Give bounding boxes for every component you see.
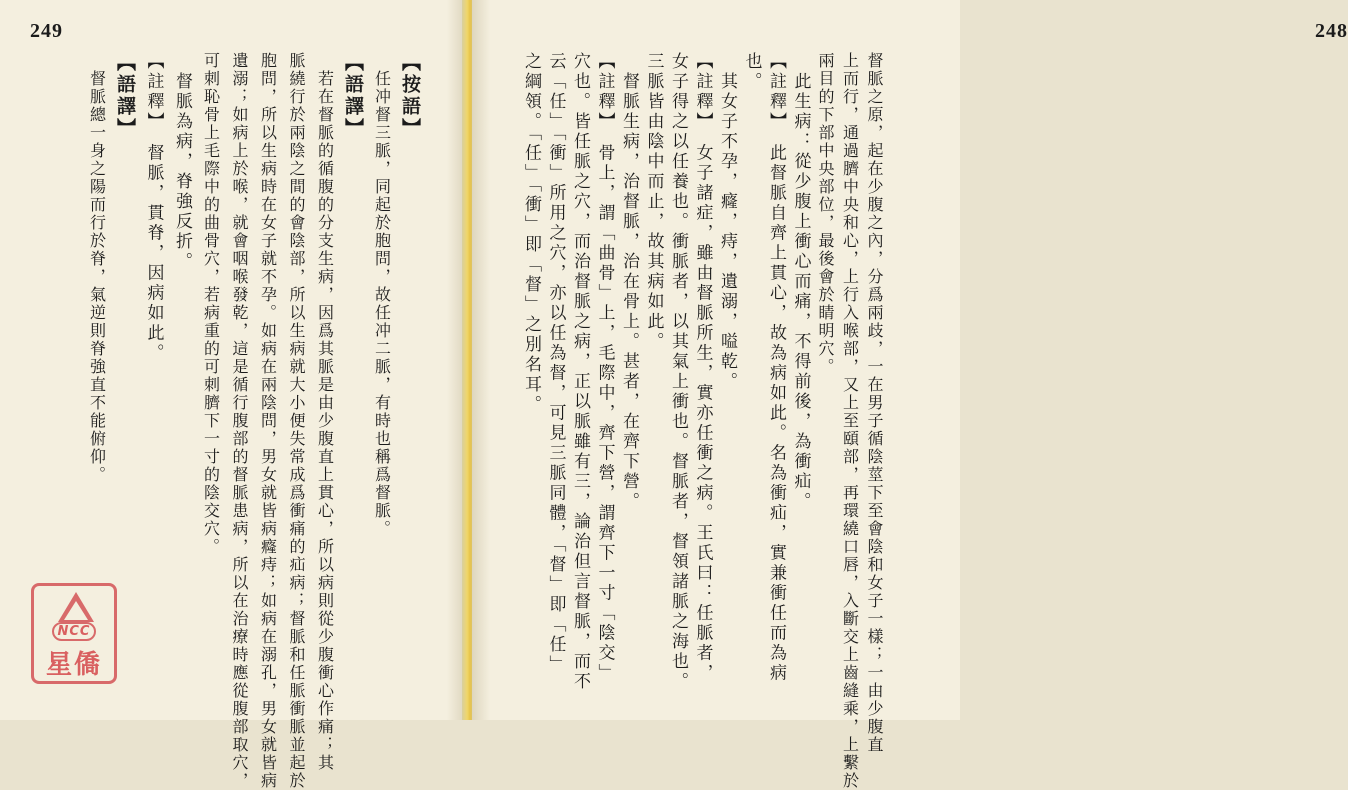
text-column: 之綱領。「任」「衝」即「督」之別名耳。 [521, 52, 541, 415]
text-column: 三脈皆由陰中而止，故其病如此。 [643, 52, 664, 352]
text-column: 督脈生病，治督脈，治在骨上。甚者，在齊下營。 [619, 52, 639, 512]
page-number-right: 248 [1315, 20, 1348, 42]
stamp-latin: NCC [52, 622, 97, 641]
text-column: 上而行，通過臍中央和心，上行入喉部，又上至頤部，再環繞口唇，入斷交上齒縫乘，上繫於 [840, 52, 860, 790]
right-page [472, 0, 1348, 790]
text-column: 穴也。皆任脈之穴，而治督脈之病，正以脈雖有三，論治但言督脈，而不 [570, 52, 590, 692]
text-column: 胞問，所以生病時在女子就不孕。如病在兩陰問，男女就皆病癃痔；如病在溺孔，男女就皆病 [258, 52, 278, 790]
text-column: 女子得之以任養也。衝脈者，以其氣上衝也。督脈者，督領諸脈之海也。 [668, 52, 688, 692]
text-column: 遺溺；如病上於喉，就會咽喉發乾，這是循行腹部的督脈患病，所以在治療時應從腹部取穴， [230, 52, 249, 790]
text-column: 任冲督三脈，同起於胞問，故任冲二脈，有時也稱爲督脈。 [372, 52, 392, 538]
text-column: 云「任」「衝」所用之穴，亦以任為督，可見三脈同體，「督」即「任」 [545, 52, 566, 675]
text-column: 【註釋】 女子諸症，雖由督脈所生，實亦任衝之病。王氏曰：任脈者， [692, 52, 713, 684]
text-column: 其女子不孕，癃，痔，遺溺，嗌乾。 [717, 52, 737, 392]
text-column: 可刺恥骨上毛際中的曲骨穴，若病重的可刺臍下一寸的陰交穴。 [201, 52, 221, 556]
text-column: 【註釋】 骨上，謂「曲骨」上，毛際中，齊下營，謂齊下一寸「陰交」 [594, 52, 615, 684]
text-column: 【註釋】 督脈，貫脊，因病如此。 [143, 52, 164, 364]
page-number-left: 249 [30, 20, 63, 42]
text-column: 【按語】 [399, 52, 421, 140]
publisher-stamp [31, 583, 117, 684]
text-column: 【註釋】 此督脈自齊上貫心，故為病如此。名為衝疝，實兼衝任而為病 [766, 52, 786, 684]
text-column: 【語譯】 [342, 52, 364, 140]
text-column: 也。 [741, 52, 762, 92]
text-column: 督脈之原，起在少腹之內，分爲兩歧，一在男子循陰莖下至會陰和女子一樣；一由少腹直 [865, 52, 884, 754]
text-column: 督脈為病，脊強反折。 [172, 52, 192, 272]
stamp-brand: 星僑 [45, 650, 102, 680]
text-column: 此生病：從少腹上衝心而痛，不得前後，為衝疝。 [790, 52, 811, 512]
text-column: 脈繞行於兩陰之間的會陰部，所以生病就大小便失常成爲衝痛的疝病；督脈和任脈衝脈並起於 [287, 52, 306, 790]
text-column: 督脈總一身之陽而行於脊，氣逆則脊強直不能俯仰。 [87, 52, 107, 484]
text-column: 兩目的下部中央部位，最後會於睛明穴。 [816, 52, 835, 376]
text-column: 若在督脈的循腹的分支生病，因爲其脈是由少腹直上貫心，所以病則從少腹衝心作痛；其 [315, 52, 335, 772]
left-page [0, 0, 465, 790]
text-column: 【語譯】 [114, 52, 136, 140]
